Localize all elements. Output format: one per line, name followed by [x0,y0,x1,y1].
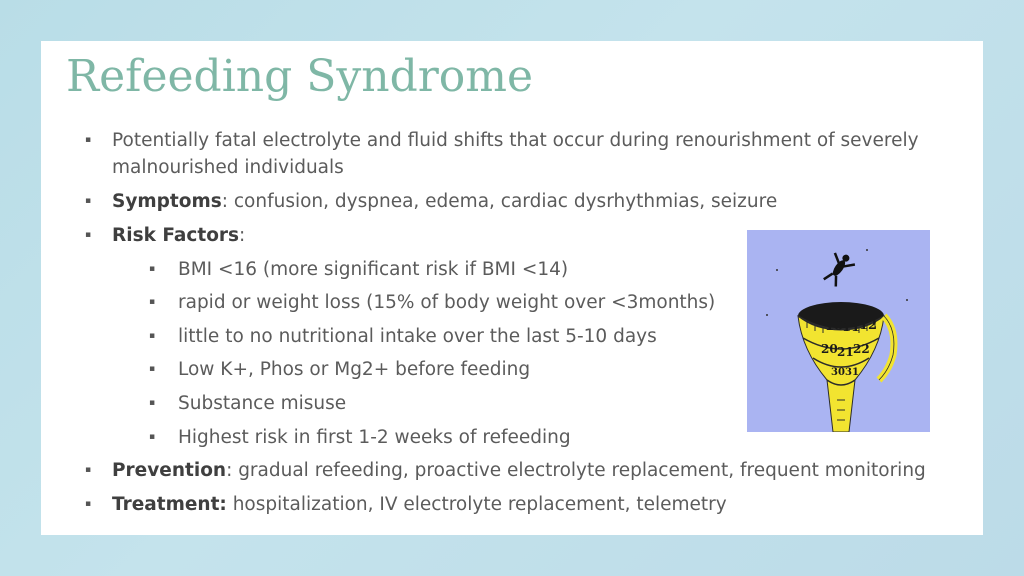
tape-number: 31 [845,367,859,378]
speck [766,314,768,316]
bullet-marker: ▪ [149,264,156,274]
measuring-tape-illustration [747,230,930,432]
bullet-text: little to no nutritional intake over the last 5-10 days [178,326,657,347]
sub-bullet-electrolytes [149,356,531,383]
tape-number: 11 [842,320,861,335]
bullet-text: Highest risk in first 1-2 weeks of refeeding [178,427,571,448]
bullet-marker: ▪ [149,297,156,307]
bullet-marker: ▪ [85,230,92,240]
tape-number: 20 [821,342,838,356]
sub-bullet-substance [149,390,347,417]
sub-bullet-highest-risk [149,424,571,451]
bullet-label: Risk Factors [112,225,240,246]
bullet-text: hospitalization, IV electrolyte replacement, telemetry [226,494,727,515]
bullet-risk-factors [85,222,246,249]
bullet-marker: ▪ [149,364,156,374]
speck [866,249,868,251]
bullet-text: Low K+, Phos or Mg2+ before feeding [178,359,531,380]
sub-bullet-bmi [149,256,569,283]
bullet-label: Treatment: [112,494,227,515]
bullet-marker: ▪ [85,135,92,145]
bullet-treatment [85,491,727,518]
tape-number: 12 [859,318,878,333]
bullet-marker: ▪ [149,432,156,442]
bullet-text: Substance misuse [178,393,347,414]
bullet-text: : gradual refeeding, proactive electrolyte replacement, frequent monitoring [226,460,926,481]
speck [776,269,778,271]
bullet-marker: ▪ [85,465,92,475]
bullet-marker: ▪ [85,196,92,206]
bullet-marker: ▪ [85,499,92,509]
bullet-text: : [239,225,246,246]
sub-bullet-weight-loss [149,289,716,316]
slide [41,41,983,535]
tape-number: 30 [831,367,845,378]
bullet-symptoms [85,188,778,215]
bullet-label: Symptoms [112,191,222,212]
tape-number: 10 [825,319,844,334]
bullet-prevention [85,457,926,484]
bullet-text: BMI <16 (more significant risk if BMI <14) [178,259,569,280]
speck [906,299,908,301]
bullet-marker: ▪ [149,331,156,341]
sub-bullet-intake [149,323,657,350]
bullet-definition [85,127,932,181]
bullet-text: Potentially fatal electrolyte and fluid shifts that occur during renourishment of severely malnourished individuals [112,130,919,178]
tape-number: 22 [853,342,870,356]
measuring-tape-drawing [747,230,930,432]
slide-title: Refeeding Syndrome [66,51,534,102]
tape-number: 21 [837,345,854,359]
bullet-text: rapid or weight loss (15% of body weight over <3months) [178,292,716,313]
bullet-text: : confusion, dyspnea, edema, cardiac dysrhythmias, seizure [221,191,778,212]
bullet-marker: ▪ [149,398,156,408]
bullet-label: Prevention [112,460,227,481]
